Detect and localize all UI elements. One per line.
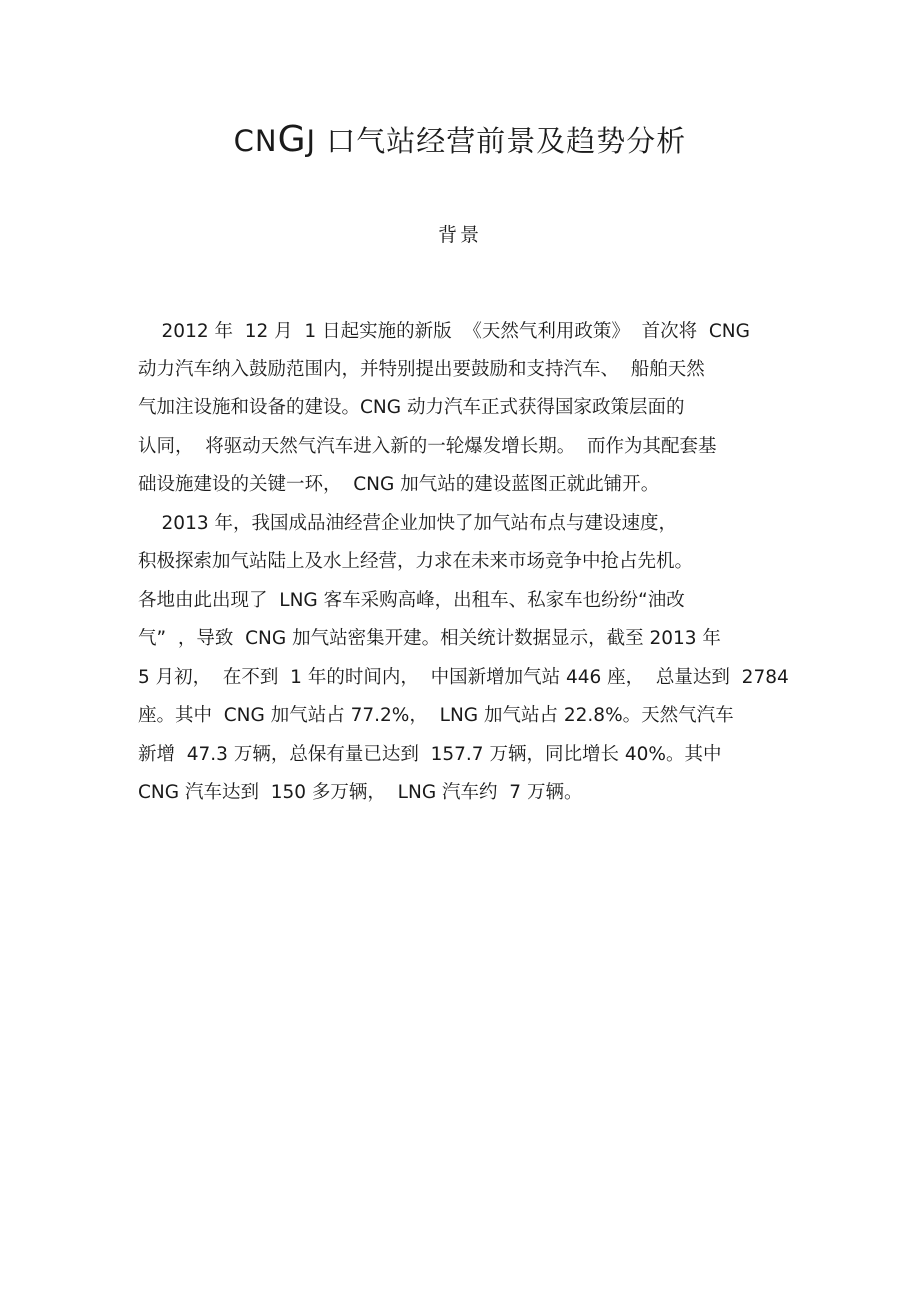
paragraph-line: CNG 汽车达到 150 多万辆， LNG 汽车约 7 万辆。 (138, 782, 583, 803)
title-big-letter: G (277, 119, 307, 160)
paragraph-line: 座。其中 CNG 加气站占 77.2%， LNG 加气站占 22.8%。天然气汽车 (138, 705, 734, 726)
paragraph-line: 5 月初， 在不到 1 年的时间内， 中国新增加气站 446 座， 总量达到 2784 (138, 667, 789, 688)
document-title (0, 118, 920, 163)
title-prefix: CN (233, 124, 278, 158)
paragraph-line: 础设施建设的关键一环， CNG 加气站的建设蓝图正就此铺开。 (138, 474, 660, 495)
paragraph-line: 2012 年 12 月 1 日起实施的新版 《天然气利用政策》 首次将 CNG (138, 321, 750, 342)
paragraph-line: 各地由此出现了 LNG 客车采购高峰，出租车、私家车也纷纷“油改 (138, 590, 685, 611)
paragraph-line: 积极探索加气站陆上及水上经营，力求在未来市场竞争中抢占先机。 (138, 551, 694, 572)
section-heading: 背景 (437, 224, 482, 246)
paragraph-line: 气” ，导致 CNG 加气站密集开建。相关统计数据显示，截至 2013 年 (138, 628, 721, 649)
title-rest: J 口气站经营前景及趋势分析 (306, 124, 687, 158)
paragraph-line: 认同， 将驱动天然气汽车进入新的一轮爆发增长期。 而作为其配套基 (138, 436, 717, 457)
paragraph-line: 气加注设施和设备的建设。CNG 动力汽车正式获得国家政策层面的 (138, 397, 685, 418)
paragraph-line: 动力汽车纳入鼓励范围内，并特别提出要鼓励和支持汽车、 船舶天然 (138, 359, 705, 380)
paragraph-line: 2013 年，我国成品油经营企业加快了加气站布点与建设速度， (138, 513, 677, 534)
paragraph-line: 新增 47.3 万辆，总保有量已达到 157.7 万辆，同比增长 40%。其中 (138, 744, 722, 765)
